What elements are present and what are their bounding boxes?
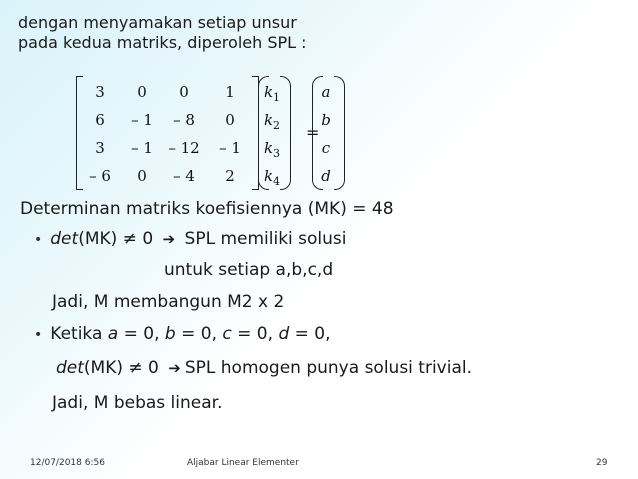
bullet-det-continuation: untuk setiap a,b,c,d xyxy=(164,260,334,280)
rhs-vector-entry: c xyxy=(321,139,331,157)
det-trivial-line: det(MK) ≠ 0 ➔ SPL homogen punya solusi trivial. xyxy=(56,358,473,378)
arrow-right-icon: ➔ xyxy=(162,230,176,248)
k-vector-entry: $k_1$ xyxy=(263,83,281,104)
matrix-cell: – 8 xyxy=(173,111,195,129)
matrix-cell: 0 xyxy=(225,111,235,129)
conclusion-spanning: Jadi, M membangun M2 x 2 xyxy=(52,292,285,312)
conclusion-independent: Jadi, M bebas linear. xyxy=(52,393,223,413)
matrix-cell: – 4 xyxy=(173,167,195,185)
matrix-cell: 3 xyxy=(95,83,105,101)
matrix-cell: 6 xyxy=(95,111,105,129)
intro-text xyxy=(18,13,307,53)
matrix-cell: 0 xyxy=(137,167,147,185)
matrix-cell: – 12 xyxy=(168,139,200,157)
matrix-cell: – 1 xyxy=(131,111,153,129)
footer-page-number: 29 xyxy=(596,458,608,468)
bullet-icon: • xyxy=(34,327,43,343)
matrix-equation xyxy=(76,73,376,191)
matrix-cell: 2 xyxy=(225,167,235,185)
footer-datetime: 12/07/2018 6:56 xyxy=(30,458,105,468)
rhs-vector-entry: b xyxy=(321,111,331,129)
equals-sign: = xyxy=(306,123,320,142)
bullet-det-nonzero: • det(MK) ≠ 0 ➔ SPL memiliki solusi xyxy=(34,229,347,249)
bullet-icon: • xyxy=(34,232,43,248)
bullet-homogeneous: • Ketika a = 0, b = 0, c = 0, d = 0, xyxy=(34,324,331,344)
determinant-statement: Determinan matriks koefisiennya (MK) = 48 xyxy=(20,199,394,219)
k-vector-entry: $k_3$ xyxy=(263,139,281,160)
intro-line-2: pada kedua matriks, diperoleh SPL : xyxy=(18,33,307,52)
matrix-cell: – 1 xyxy=(131,139,153,157)
rhs-vector-entry: a xyxy=(321,83,331,101)
matrix-cell: 3 xyxy=(95,139,105,157)
k-vector-entry: $k_4$ xyxy=(263,167,281,188)
intro-line-1: dengan menyamakan setiap unsur xyxy=(18,13,297,32)
matrix-cell: 0 xyxy=(179,83,189,101)
matrix-cell: – 6 xyxy=(89,167,111,185)
matrix-cell: – 1 xyxy=(219,139,241,157)
k-vector-entry: $k_2$ xyxy=(263,111,281,132)
footer-course: Aljabar Linear Elementer xyxy=(187,458,299,468)
matrix-cell: 1 xyxy=(225,83,235,101)
rhs-vector-entry: d xyxy=(321,167,331,185)
matrix-cell: 0 xyxy=(137,83,147,101)
arrow-right-icon: ➔ xyxy=(168,359,181,377)
